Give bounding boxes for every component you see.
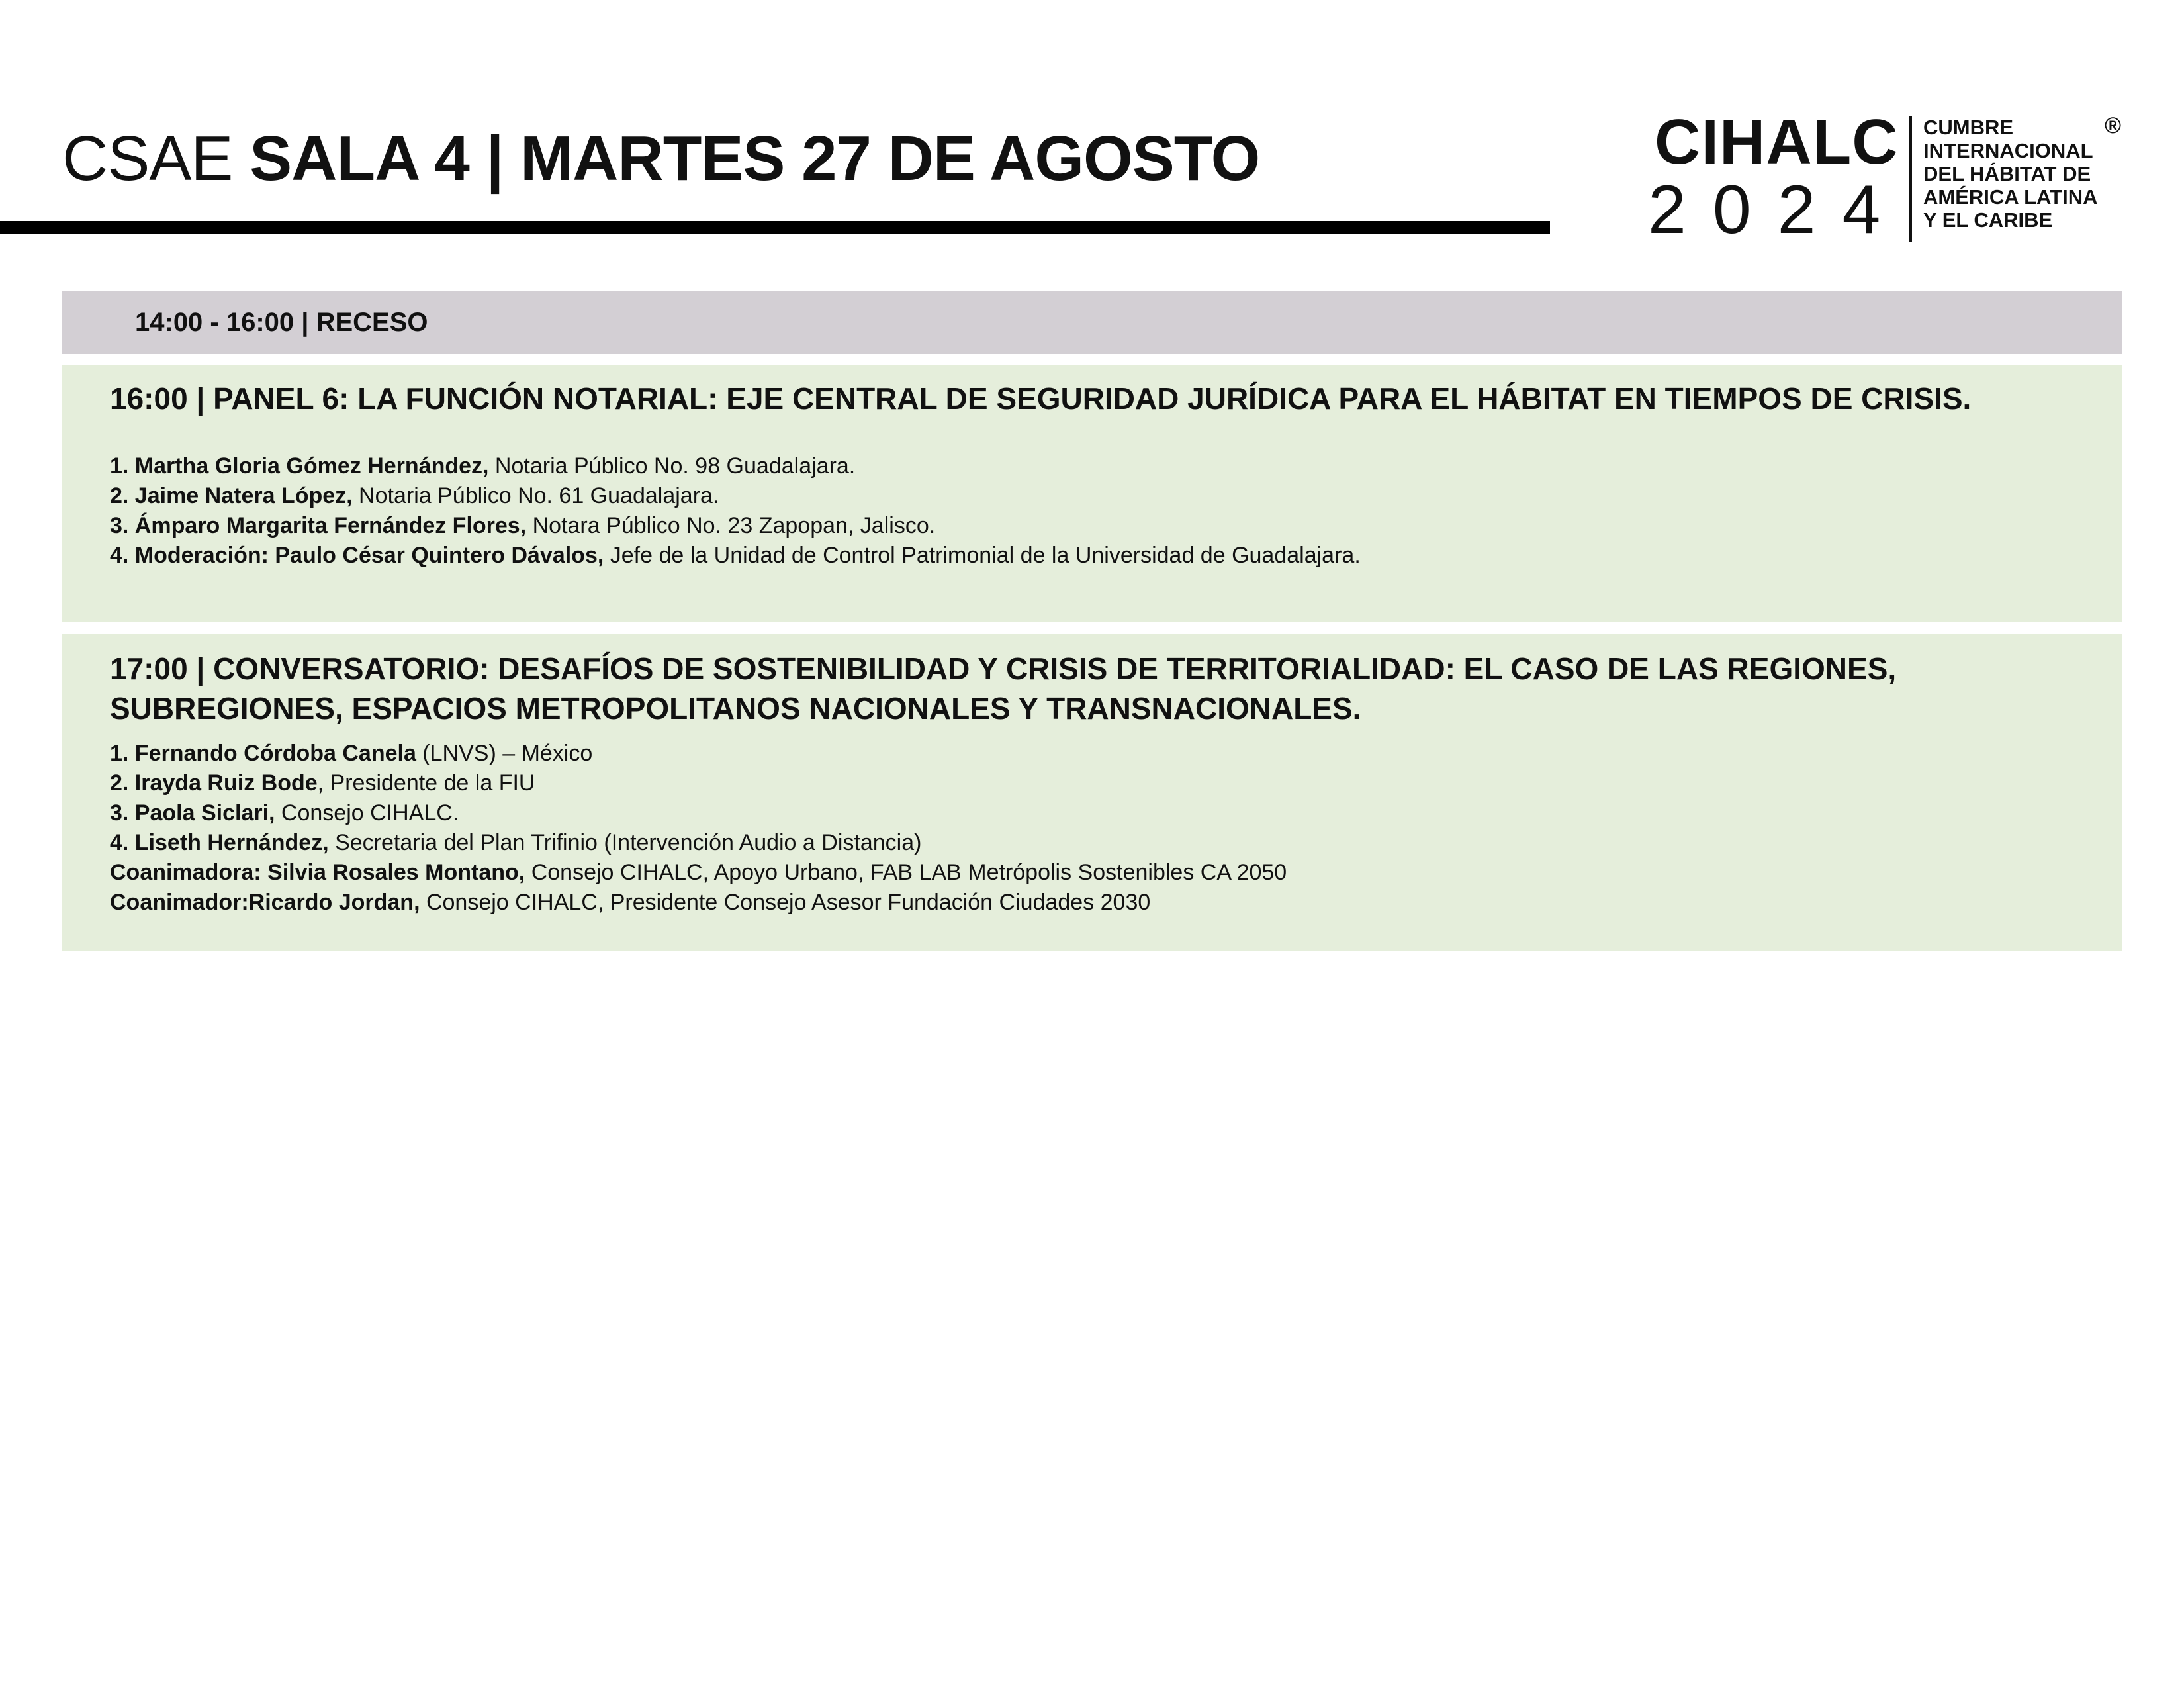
speaker-list bbox=[110, 739, 2095, 917]
speaker-role: Consejo CIHALC. bbox=[275, 800, 459, 825]
list-item bbox=[110, 511, 2095, 541]
speaker-role: Secretaria del Plan Trifinio (Intervención Audio a Distancia) bbox=[328, 830, 922, 855]
speaker-name: 3. Ámparo Margarita Fernández Flores, bbox=[110, 513, 527, 538]
speaker-name: 3. Paola Siclari, bbox=[110, 800, 275, 825]
speaker-name: 4. Moderación: Paulo César Quintero Dávalos, bbox=[110, 543, 604, 568]
logo-tagline-line: Y EL CARIBE bbox=[1923, 209, 2053, 232]
list-item bbox=[110, 481, 2095, 511]
header-divider bbox=[0, 221, 1550, 234]
speaker-list bbox=[110, 451, 2095, 571]
logo-divider bbox=[1909, 116, 1912, 242]
logo-tagline-line: INTERNACIONAL bbox=[1923, 139, 2093, 162]
logo-wordmark: CIHALC bbox=[1655, 107, 1899, 177]
page-title bbox=[62, 119, 1259, 199]
cihalc-logo bbox=[1648, 107, 2131, 248]
speaker-name: 2. Irayda Ruiz Bode bbox=[110, 771, 318, 796]
speaker-name: Coanimadora: Silvia Rosales Montano, bbox=[110, 860, 525, 885]
session-panel-6 bbox=[62, 365, 2122, 622]
break-label: 14:00 - 16:00 | RECESO bbox=[135, 308, 428, 337]
speaker-role: (LNVS) – México bbox=[416, 741, 593, 766]
list-item bbox=[110, 451, 2095, 481]
logo-tagline bbox=[1923, 116, 2097, 232]
speaker-role: , Presidente de la FIU bbox=[317, 771, 535, 796]
logo-year: 2024 bbox=[1648, 171, 1907, 248]
speaker-role: Notaria Público No. 61 Guadalajara. bbox=[352, 483, 719, 508]
speaker-role: Consejo CIHALC, Presidente Consejo Asesor Fundación Ciudades 2030 bbox=[420, 890, 1151, 915]
list-item bbox=[110, 739, 2095, 769]
speaker-name: 1. Fernando Córdoba Canela bbox=[110, 741, 416, 766]
list-item bbox=[110, 828, 2095, 858]
list-item bbox=[110, 769, 2095, 798]
list-item bbox=[110, 858, 2095, 888]
speaker-name: 1. Martha Gloria Gómez Hernández, bbox=[110, 453, 489, 479]
page-title-prefix: CSAE bbox=[62, 123, 233, 194]
break-bar bbox=[62, 291, 2122, 354]
list-item bbox=[110, 888, 2095, 917]
session-title: 17:00 | CONVERSATORIO: DESAFÍOS DE SOSTENIBILIDAD Y CRISIS DE TERRITORIALIDAD: EL CASO DE LAS REGIONES, SUBREGIONES, ESPACIOS METROPOLITANOS NACIONALES Y TRANSNACIONALES. bbox=[110, 651, 1897, 726]
speaker-role: Notara Público No. 23 Zapopan, Jalisco. bbox=[526, 513, 936, 538]
logo-tagline-line: CUMBRE bbox=[1923, 116, 2014, 139]
speaker-name: Coanimador:Ricardo Jordan, bbox=[110, 890, 420, 915]
logo-tagline-line: AMÉRICA LATINA bbox=[1923, 185, 2098, 209]
speaker-name: 2. Jaime Natera López, bbox=[110, 483, 353, 508]
session-conversatorio bbox=[62, 634, 2122, 951]
speaker-role: Jefe de la Unidad de Control Patrimonial de la Universidad de Guadalajara. bbox=[604, 543, 1361, 568]
page-title-main: SALA 4 | MARTES 27 DE AGOSTO bbox=[250, 123, 1260, 194]
speaker-role: Notaria Público No. 98 Guadalajara. bbox=[488, 453, 856, 479]
logo-tagline-line: DEL HÁBITAT DE bbox=[1923, 162, 2091, 185]
list-item bbox=[110, 541, 2095, 571]
list-item bbox=[110, 798, 2095, 828]
registered-trademark-icon: ® bbox=[2105, 113, 2122, 138]
speaker-role: Consejo CIHALC, Apoyo Urbano, FAB LAB Metrópolis Sostenibles CA 2050 bbox=[525, 860, 1287, 885]
speaker-name: 4. Liseth Hernández, bbox=[110, 830, 329, 855]
session-title: 16:00 | PANEL 6: LA FUNCIÓN NOTARIAL: EJE CENTRAL DE SEGURIDAD JURÍDICA PARA EL HÁBITAT EN TIEMPOS DE CRISIS. bbox=[110, 381, 1972, 416]
